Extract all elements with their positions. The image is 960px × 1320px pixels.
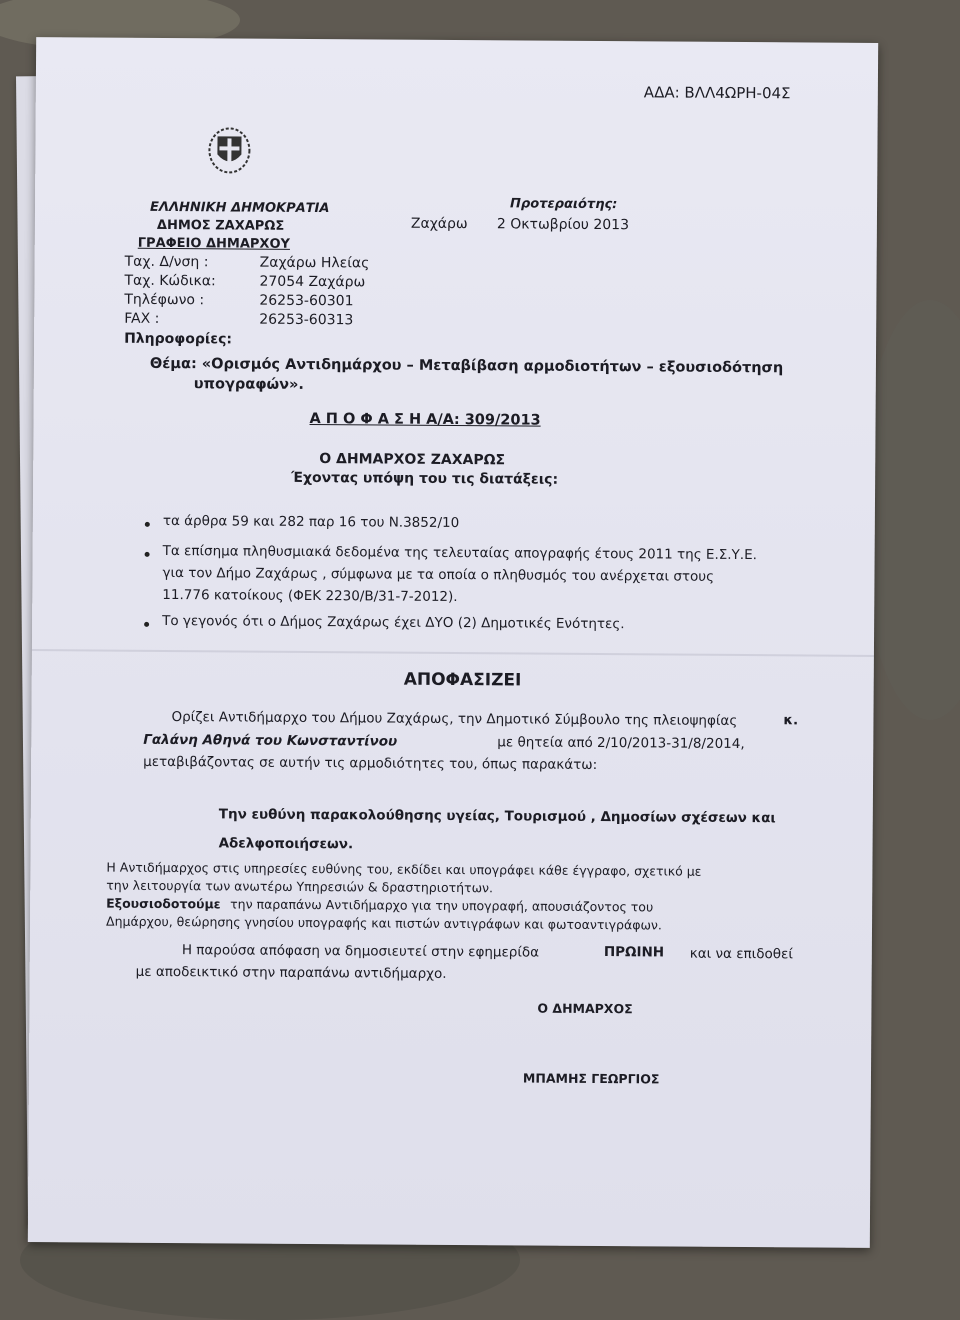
greek-coat-of-arms-icon [207,122,251,174]
contact-value: Ζαχάρω Ηλείας [259,254,370,272]
subject-line: υπογραφών». [193,376,304,393]
body-text: και να επιδοθεί [689,945,793,963]
body-text: Ορίζει Αντιδήμαρχο του Δήμου Ζαχάρως, την Δημοτικό Σύμβουλο της πλειοψηφίας [171,709,738,729]
body-text: Η παρούσα απόφαση να δημοσιευτεί στην εφημερίδα [181,942,540,961]
list-item: Το γεγονός ότι ο Δήμος Ζαχάρως έχει ΔΥΟ (2) Δημοτικές Ενότητες. [162,612,625,633]
contact-value: 26253-60301 [259,292,354,310]
place-label: Ζαχάρω [410,215,468,233]
list-item: Τα επίσημα πληθυσμιακά δεδομένα της τελευταίας απογραφής έτους 2011 της Ε.Σ.Υ.Ε. [162,542,758,564]
document-date: 2 Οκτωβρίου 2013 [496,216,630,234]
contact-label: Ταχ. Κώδικα: [124,272,216,290]
decides-heading: ΑΠΟΦΑΣΙΖΕΙ [403,669,522,691]
mayor-heading: Ο ΔΗΜΑΡΧΟΣ ΖΑΧΑΡΩΣ [319,451,506,469]
contact-value: 26253-60313 [259,311,354,329]
body-text: μεταβιβάζοντας σε αυτήν τις αρμοδιότητες του, όπως παρακάτω: [143,753,598,774]
body-text: κ. [783,712,799,729]
body-text: Εξουσιοδοτούμε [106,895,221,912]
office-label: ΓΡΑΦΕΙΟ ΔΗΜΑΡΧΟΥ [137,235,291,252]
list-item: για τον Δήμο Ζαχάρως , σύμφωνα με τα οποία ο πληθυσμός του ανέρχεται στους [162,564,715,585]
duties-text: Την ευθύνη παρακολούθησης υγείας, Τουρισμού , Δημοσίων σχέσεων και [218,806,776,827]
ada-code: ΑΔΑ: ΒΛΛ4ΩΡΗ-04Σ [643,83,791,103]
contact-value: 27054 Ζαχάρω [259,273,366,291]
document-page [28,37,878,1248]
having-regard-label: Έχοντας υπόψη του τις διατάξεις: [291,469,559,488]
signature-role: Ο ΔΗΜΑΡΧΟΣ [537,1000,633,1017]
body-text: Η Αντιδήμαρχος στις υπηρεσίες ευθύνης του, εκδίδει και υπογράφει κάθε έγγραφο, σχετικό με [106,859,702,879]
newspaper-name: ΠΡΩΙΝΗ [603,944,665,961]
deputy-name: Γαλάνη Αθηνά του Κωνσταντίνου [143,731,398,750]
body-text: Δημάρχου, θεώρησης γνησίου υπογραφής και πιστών αντιγράφων και φωτοαντιγράφων. [105,913,662,933]
info-label: Πληροφορίες: [124,330,233,348]
contact-label: Ταχ. Δ/νση : [124,253,209,271]
body-text: την λειτουργία των ανωτέρω Υπηρεσιών & δραστηριοτήτων. [106,877,494,896]
republic-label: ΕΛΛΗΝΙΚΗ ΔΗΜΟΚΡΑΤΙΑ [149,199,330,217]
list-item: 11.776 κατοίκους (ΦΕΚ 2230/Β/31-7-2012). [162,586,458,606]
contact-label: Τηλέφωνο : [124,291,205,309]
duties-text: Αδελφοποιήσεων. [218,835,354,853]
body-text: την παραπάνω Αντιδήμαρχο για την υπογραφή, απουσιάζοντος του [230,896,654,915]
contact-label: FAX : [124,310,160,327]
fold-line [32,649,874,657]
subject-line: Θέμα: «Ορισμός Αντιδημάρχου – Μεταβίβαση αρμοδιοτήτων – εξουσιοδότηση [149,355,784,377]
signature-name: ΜΠΑΜΗΣ ΓΕΩΡΓΙΟΣ [522,1070,660,1087]
list-item: τα άρθρα 59 και 282 παρ 16 του Ν.3852/10 [162,512,460,532]
body-text: με θητεία από 2/10/2013-31/8/2014, [497,734,745,753]
body-text: με αποδεικτικό στην παραπάνω αντιδήμαρχο. [135,963,447,982]
bullet-icon [145,552,150,557]
bullet-icon [145,522,150,527]
priority-label: Προτεραιότης: [510,196,618,213]
bullet-icon [144,622,149,627]
decision-title: Α Π Ο Φ Α Σ Η Α/Α: 309/2013 [309,410,541,429]
municipality-label: ΔΗΜΟΣ ΖΑΧΑΡΩΣ [156,217,285,234]
